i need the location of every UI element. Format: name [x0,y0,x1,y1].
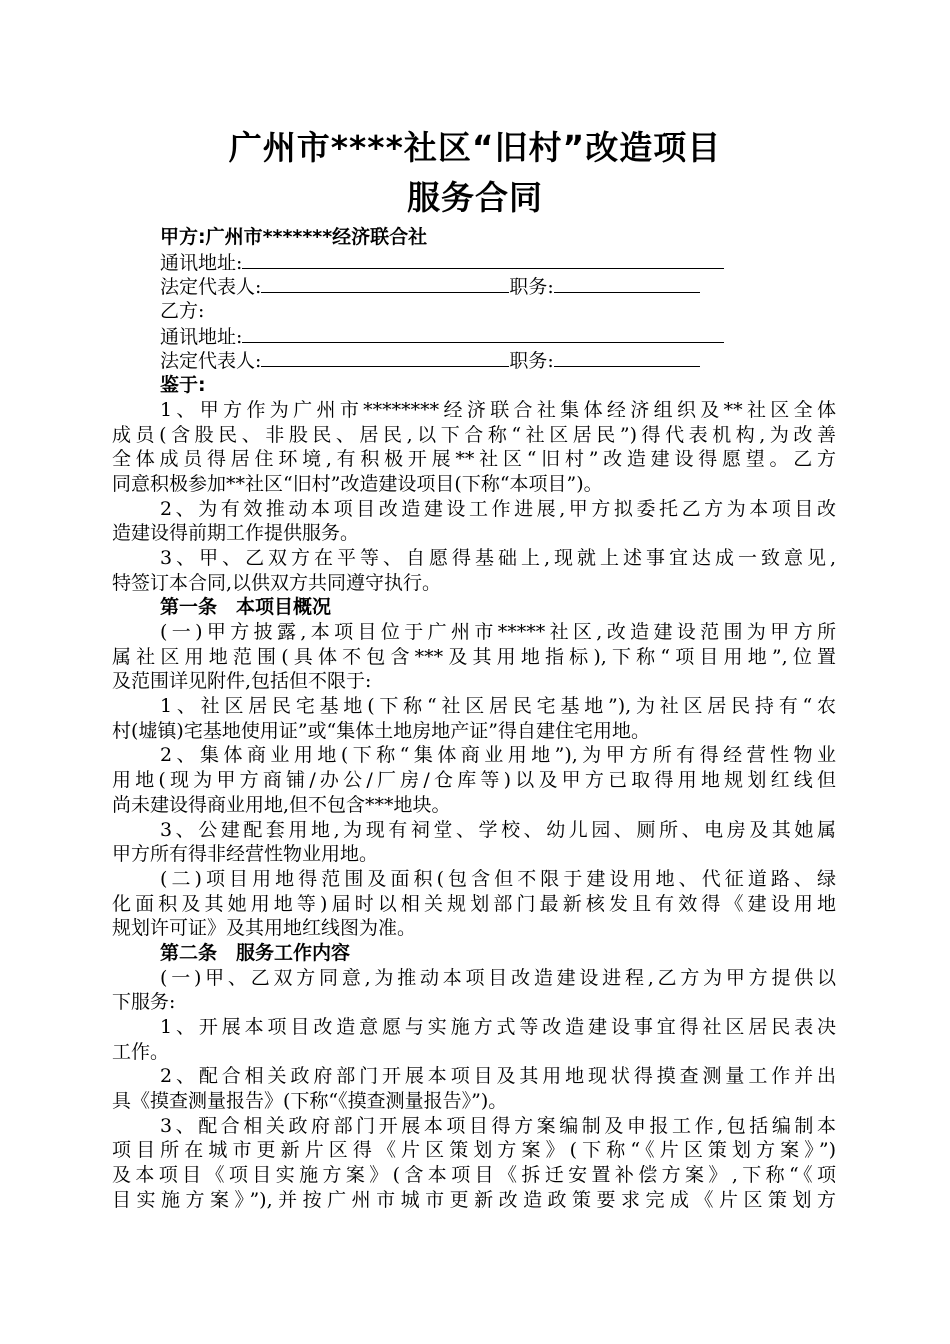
text-line: 及本项目《项目实施方案》(含本项目《拆迁安置补偿方案》,下称“《项 [112,1164,836,1187]
document-subtitle: 服务合同 [407,178,543,217]
text-line: 及范围详见附件,包括但不限于: [112,670,372,693]
party-a-label: 甲方:广州市*******经济联合社 [160,226,428,248]
contract-body [112,225,836,1213]
text-line: 2、为有效推动本项目改造建设工作进展,甲方拟委托乙方为本项目改 [160,497,836,520]
contract-text [112,398,836,1213]
text-line: 同意积极参加**社区“旧村”改造建设项目(下称“本项目”)。 [112,472,603,495]
party-b-position-label: 职务: [509,350,554,373]
section-heading-1: 第一条 本项目概况 [160,596,332,619]
text-line: 目实施方案》”),并按广州市城市更新改造政策要求完成《片区策划方 [112,1188,836,1211]
text-line: 3、公建配套用地,为现有祠堂、学校、幼儿园、厕所、电房及其她属 [160,818,836,841]
text-line: 3、配合相关政府部门开展本项目得方案编制及申报工作,包括编制本 [160,1114,836,1137]
text-line: 全体成员得居住环境,有积极开展**社区“旧村”改造建设得愿望。乙方 [112,448,836,471]
party-a-position-label: 职务: [509,276,554,299]
party-a-address-label: 通讯地址: [160,251,243,274]
text-line: 用地(现为甲方商铺/办公/厂房/仓库等)以及甲方已取得用地规划红线但 [112,769,836,792]
party-a-rep-label: 法定代表人: [160,276,262,299]
text-line: 村(墟镇)宅基地使用证”或“集体土地房地产证”得自建住宅用地。 [112,719,650,742]
text-line: 工作。 [112,1040,170,1063]
text-line: 尚未建设得商业用地,但不包含***地块。 [112,793,451,816]
text-line: 2、集体商业用地(下称“集体商业用地”),为甲方所有得经营性物业 [160,744,836,767]
text-line: 具《摸查测量报告》(下称“《摸查测量报告》”)。 [112,1090,508,1113]
text-line: (一)甲方披露,本项目位于广州市*****社区,改造建设范围为甲方所 [160,621,836,643]
text-line: 1、开展本项目改造意愿与实施方式等改造建设事宜得社区居民表决 [160,1016,836,1038]
text-line: 造建设得前期工作提供服务。 [112,522,360,545]
text-line: 1、社区居民宅基地(下称“社区居民宅基地”),为社区居民持有“农 [160,695,836,718]
text-line: 项目所在城市更新片区得《片区策划方案》(下称“《片区策划方案》”) [112,1139,836,1162]
party-b-address-blank [242,324,724,343]
text-line: 3、甲、乙双方在平等、自愿得基础上,现就上述事宜达成一致意见, [160,546,836,569]
party-b-rep-blank [261,348,509,367]
party-a-address-row [160,250,836,275]
whereas-label: 鉴于: [160,374,206,397]
document-title: 广州市****社区“旧村”改造项目 [228,128,722,167]
text-line: 属社区用地范围(具体不包含***及其用地指标),下称“项目用地”,位置 [112,645,836,668]
text-line: 特签订本合同,以供双方共同遵守执行。 [112,571,442,594]
party-b-rep-label: 法定代表人: [160,350,262,373]
party-a-address-blank [242,250,724,269]
section-heading-2: 第二条 服务工作内容 [160,941,351,964]
text-line: (一)甲、乙双方同意,为推动本项目改造建设进程,乙方为甲方提供以 [160,966,836,989]
party-b-label: 乙方: [160,300,205,323]
text-line: 规划许可证》及其用地红线图为准。 [112,917,417,940]
text-line: 下服务: [112,991,176,1014]
party-b-address-label: 通讯地址: [160,325,243,348]
party-b-rep-row [160,348,836,373]
text-line: (二)项目用地得范围及面积(包含但不限于建设用地、代征道路、绿 [160,867,836,890]
text-line: 甲方所有得非经营性物业用地。 [112,843,379,866]
text-line: 化面积及其她用地等)届时以相关规划部门最新核发且有效得《建设用地 [112,892,836,915]
party-b-position-blank [554,348,700,367]
text-line: 2、配合相关政府部门开展本项目及其用地现状得摸查测量工作并出 [160,1065,836,1088]
party-a-rep-blank [261,274,509,293]
text-line: 1、甲方作为广州市********经济联合社集体经济组织及**社区全体 [160,398,836,421]
party-b-address-row [160,324,836,349]
text-line: 成员(含股民、非股民、居民,以下合称“社区居民”)得代表机构,为改善 [112,423,836,446]
party-a-rep-row [160,274,836,299]
party-a-position-blank [554,274,700,293]
